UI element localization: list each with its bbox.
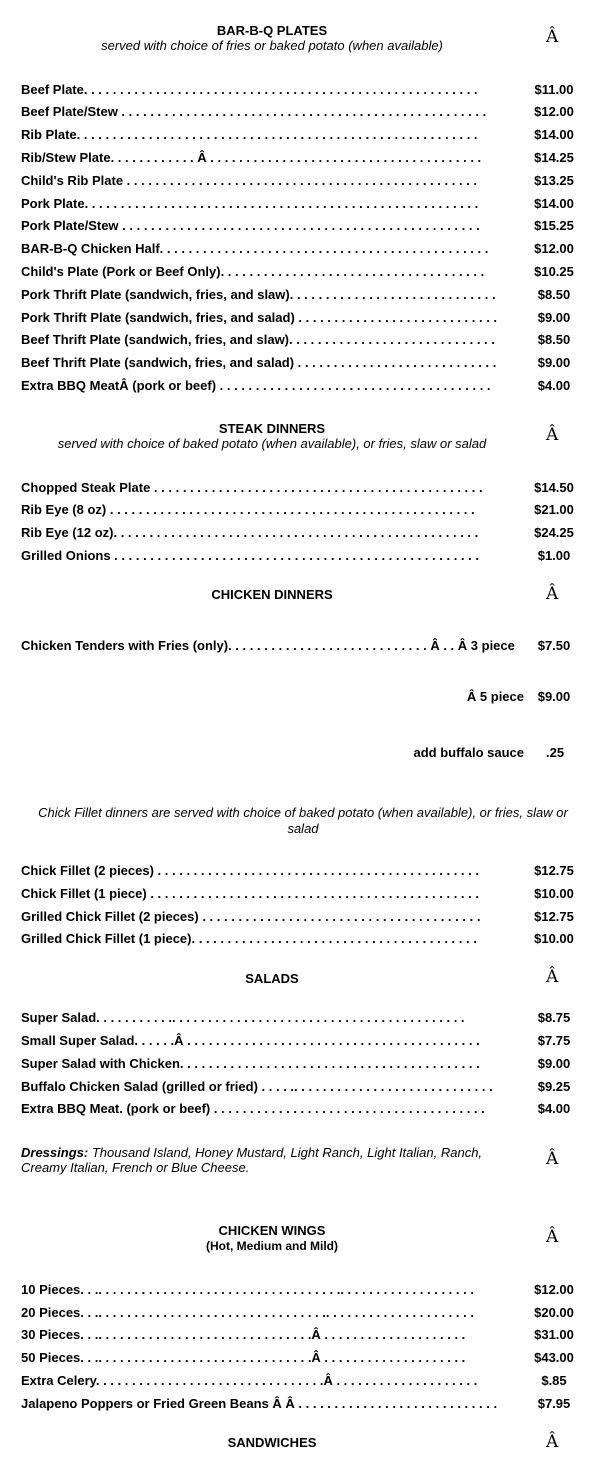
dressings-note [21, 1145, 501, 1175]
menu-item-price: $9.00 [537, 355, 571, 370]
menu-item-label: Jalapeno Poppers or Fried Green Beans Â Â . . . . . . . . . . . . . . . . . . . . . . . . . . . . [21, 1396, 498, 1411]
steak-section-mark: Â [546, 425, 559, 445]
dressings-mark: Â [546, 1149, 559, 1169]
chicken-tenders-label: Chicken Tenders with Fries (only). . . . . . . . . . . . . . . . . . . . . . . . . . . . Â . . Â 3 piece [21, 638, 515, 653]
menu-item-label: Pork Thrift Plate (sandwich, fries, and slaw). . . . . . . . . . . . . . . . . . . . . . . . . . . . . [21, 287, 496, 302]
menu-item-label: 50 Pieces. . .. . . . . . . . . . . . . . . . . . . . . . . . . . . . . .Â . . . . . . . . . . . . . . . . . . . . [21, 1350, 466, 1365]
menu-item-label: Pork Thrift Plate (sandwich, fries, and salad) . . . . . . . . . . . . . . . . . . . . . . . . . . . . [21, 310, 498, 325]
menu-item-label: Super Salad with Chicken. . . . . . . . . . . . . . . . . . . . . . . . . . . . . . . . . . . . . . . . . . [21, 1056, 480, 1071]
menu-item-label: Extra BBQ Meat. (pork or beef) . . . . . . . . . . . . . . . . . . . . . . . . . . . . . . . . . . . . . . [21, 1101, 485, 1116]
menu-item-price: $9.00 [537, 310, 571, 325]
menu-item-label: Rib Eye (8 oz) . . . . . . . . . . . . . . . . . . . . . . . . . . . . . . . . . . . . . . . . . . . . . . . . . . . [21, 502, 475, 517]
menu-item-price: $13.25 [534, 173, 574, 188]
menu-item-label: Super Salad. . . . . . . . . . .. . . . . . . . . . . . . . . . . . . . . . . . . . . . . . . . . . . . . . . . . [21, 1010, 465, 1025]
menu-item-price: $10.00 [534, 931, 574, 946]
menu-item-label: Beef Thrift Plate (sandwich, fries, and salad) . . . . . . . . . . . . . . . . . . . . . . . . . . . . [21, 355, 497, 370]
menu-item-label: Pork Plate/Stew . . . . . . . . . . . . . . . . . . . . . . . . . . . . . . . . . . . . . . . . . . . . . . . . . . [21, 218, 480, 233]
chicken-five-piece-label: Â 5 piece [466, 689, 524, 704]
wings-section-title: CHICKEN WINGS [218, 1223, 326, 1238]
buffalo-sauce-price: .25 [546, 745, 565, 760]
chick-fillet-note: Chick Fillet dinners are served with choice of baked potato (when available), or fries, slaw or salad [38, 805, 568, 836]
menu-item-price: $9.00 [537, 1056, 571, 1071]
menu-item-price: $43.00 [534, 1350, 574, 1365]
menu-item-label: Grilled Onions . . . . . . . . . . . . . . . . . . . . . . . . . . . . . . . . . . . . . . . . . . . . . . . . . . . [21, 548, 479, 563]
bbq-section-title: BAR-B-Q PLATES [216, 23, 328, 38]
menu-item-price: $8.50 [537, 287, 571, 302]
menu-item-price: $12.00 [534, 1282, 574, 1297]
menu-item-label: BAR-B-Q Chicken Half. . . . . . . . . . . . . . . . . . . . . . . . . . . . . . . . . . . . . . . . . . . . . . [21, 241, 489, 256]
menu-item-price: $21.00 [534, 502, 574, 517]
menu-item-price: $4.00 [537, 378, 571, 393]
bbq-section-subtitle: served with choice of fries or baked potato (when available) [101, 38, 443, 53]
menu-item-label: Rib Eye (12 oz). . . . . . . . . . . . . . . . . . . . . . . . . . . . . . . . . . . . . . . . . . . . . . . . . . . [21, 525, 479, 540]
menu-item-label: Beef Plate/Stew . . . . . . . . . . . . . . . . . . . . . . . . . . . . . . . . . . . . . . . . . . . . . . . . . . . [21, 104, 487, 119]
chicken-five-piece-price: $9.00 [537, 689, 571, 704]
menu-item-label: Chopped Steak Plate . . . . . . . . . . . . . . . . . . . . . . . . . . . . . . . . . . . . . . . . . . . . . . [21, 480, 483, 495]
menu-item-price: $15.25 [534, 218, 574, 233]
chicken-tenders-price: $7.50 [537, 638, 571, 653]
menu-item-price: $7.75 [537, 1033, 571, 1048]
steak-section-subtitle: served with choice of baked potato (when available), or fries, slaw or salad [57, 436, 487, 451]
sandwiches-section-mark: Â [546, 1432, 559, 1452]
menu-item-price: $31.00 [534, 1327, 574, 1342]
menu-item-price: $12.00 [534, 241, 574, 256]
menu-item-price: $14.00 [534, 196, 574, 211]
menu-item-label: Buffalo Chicken Salad (grilled or fried) . . . . .. . . . . . . . . . . . . . . . . . . . . . . . . . . . [21, 1079, 493, 1094]
menu-item-price: $9.25 [537, 1079, 571, 1094]
chicken-section-title: CHICKEN DINNERS [211, 587, 333, 602]
menu-item-label: Small Super Salad. . . . . .Â . . . . . . . . . . . . . . . . . . . . . . . . . . . . . . . . . . . . . . . . . [21, 1033, 480, 1048]
menu-item-label: Grilled Chick Fillet (1 piece). . . . . . . . . . . . . . . . . . . . . . . . . . . . . . . . . . . . . . . . [21, 931, 477, 946]
menu-item-label: Child's Plate (Pork or Beef Only). . . . . . . . . . . . . . . . . . . . . . . . . . . . . . . . . . . . . [21, 264, 485, 279]
menu-item-price: $20.00 [534, 1305, 574, 1320]
menu-item-label: Extra BBQ MeatÂ (pork or beef) . . . . . . . . . . . . . . . . . . . . . . . . . . . . . . . . . . . . . . [21, 378, 491, 393]
menu-item-label: Child's Rib Plate . . . . . . . . . . . . . . . . . . . . . . . . . . . . . . . . . . . . . . . . . . . . . . . . . [21, 173, 478, 188]
menu-item-price: $1.00 [537, 548, 571, 563]
menu-item-label: Chick Fillet (2 pieces) . . . . . . . . . . . . . . . . . . . . . . . . . . . . . . . . . . . . . . . . . . . . . [21, 863, 479, 878]
buffalo-sauce-label: add buffalo sauce [413, 745, 524, 760]
menu-item-label: 10 Pieces. . .. . . . . . . . . . . . . . . . . . . . . . . . . . . . . . . . . .. . . . . . . . . . . . . . . . . . . [21, 1282, 474, 1297]
menu-item-label: 20 Pieces. . .. . . . . . . . . . . . . . . . . . . . . . . . . . . . . . . .. . . . . . . . . . . . . . . . . . . . . [21, 1305, 474, 1320]
bbq-section-mark: Â [546, 27, 559, 47]
menu-item-label: Chick Fillet (1 piece) . . . . . . . . . . . . . . . . . . . . . . . . . . . . . . . . . . . . . . . . . . . . . . [21, 886, 479, 901]
menu-item-label: 30 Pieces. . .. . . . . . . . . . . . . . . . . . . . . . . . . . . . . .Â . . . . . . . . . . . . . . . . . . . . [21, 1327, 466, 1342]
chicken-section-mark: Â [546, 584, 559, 604]
dressings-label: Dressings: [21, 1145, 89, 1160]
menu-item-price: $14.25 [534, 150, 574, 165]
menu-item-price: $4.00 [537, 1101, 571, 1116]
menu-item-price: $8.75 [537, 1010, 571, 1025]
menu-item-label: Beef Plate. . . . . . . . . . . . . . . . . . . . . . . . . . . . . . . . . . . . . . . . . . . . . . . . . . . . . . . [21, 82, 478, 97]
menu-item-price: $8.50 [537, 332, 571, 347]
menu-item-label: Pork Plate. . . . . . . . . . . . . . . . . . . . . . . . . . . . . . . . . . . . . . . . . . . . . . . . . . . . . . . [21, 196, 479, 211]
menu-item-price: $12.00 [534, 104, 574, 119]
wings-section-subtitle: (Hot, Medium and Mild) [206, 1239, 338, 1253]
menu-item-price: $14.00 [534, 127, 574, 142]
dressings-list: Thousand Island, Honey Mustard, Light Ranch, Light Italian, Ranch, Creamy Italian, French or Blue Cheese. [21, 1145, 483, 1175]
menu-item-price: $12.75 [534, 863, 574, 878]
menu-item-price: $24.25 [534, 525, 574, 540]
menu-item-price: $11.00 [534, 82, 574, 97]
wings-section-mark: Â [546, 1227, 559, 1247]
menu-item-label: Grilled Chick Fillet (2 pieces) . . . . . . . . . . . . . . . . . . . . . . . . . . . . . . . . . . . . . . . [21, 909, 481, 924]
salads-section-mark: Â [546, 967, 559, 987]
menu-item-label: Rib/Stew Plate. . . . . . . . . . . . Â . . . . . . . . . . . . . . . . . . . . . . . . . . . . . . . . . . . . . . [21, 150, 482, 165]
menu-item-price: $10.00 [534, 886, 574, 901]
menu-item-price: $7.95 [537, 1396, 571, 1411]
menu-item-label: Rib Plate. . . . . . . . . . . . . . . . . . . . . . . . . . . . . . . . . . . . . . . . . . . . . . . . . . . . . . . . [21, 127, 478, 142]
menu-item-price: $10.25 [534, 264, 574, 279]
menu-item-price: $14.50 [534, 480, 574, 495]
sandwiches-section-title: SANDWICHES [227, 1435, 317, 1450]
steak-section-title: STEAK DINNERS [218, 421, 326, 436]
menu-item-label: Extra Celery. . . . . . . . . . . . . . . . . . . . . . . . . . . . . . . .Â . . . . . . . . . . . . . . . . . . . . [21, 1373, 478, 1388]
menu-item-price: $.85 [541, 1373, 567, 1388]
menu-item-label: Beef Thrift Plate (sandwich, fries, and slaw). . . . . . . . . . . . . . . . . . . . . . . . . . . . . [21, 332, 495, 347]
salads-section-title: SALADS [245, 971, 299, 986]
menu-item-price: $12.75 [534, 909, 574, 924]
